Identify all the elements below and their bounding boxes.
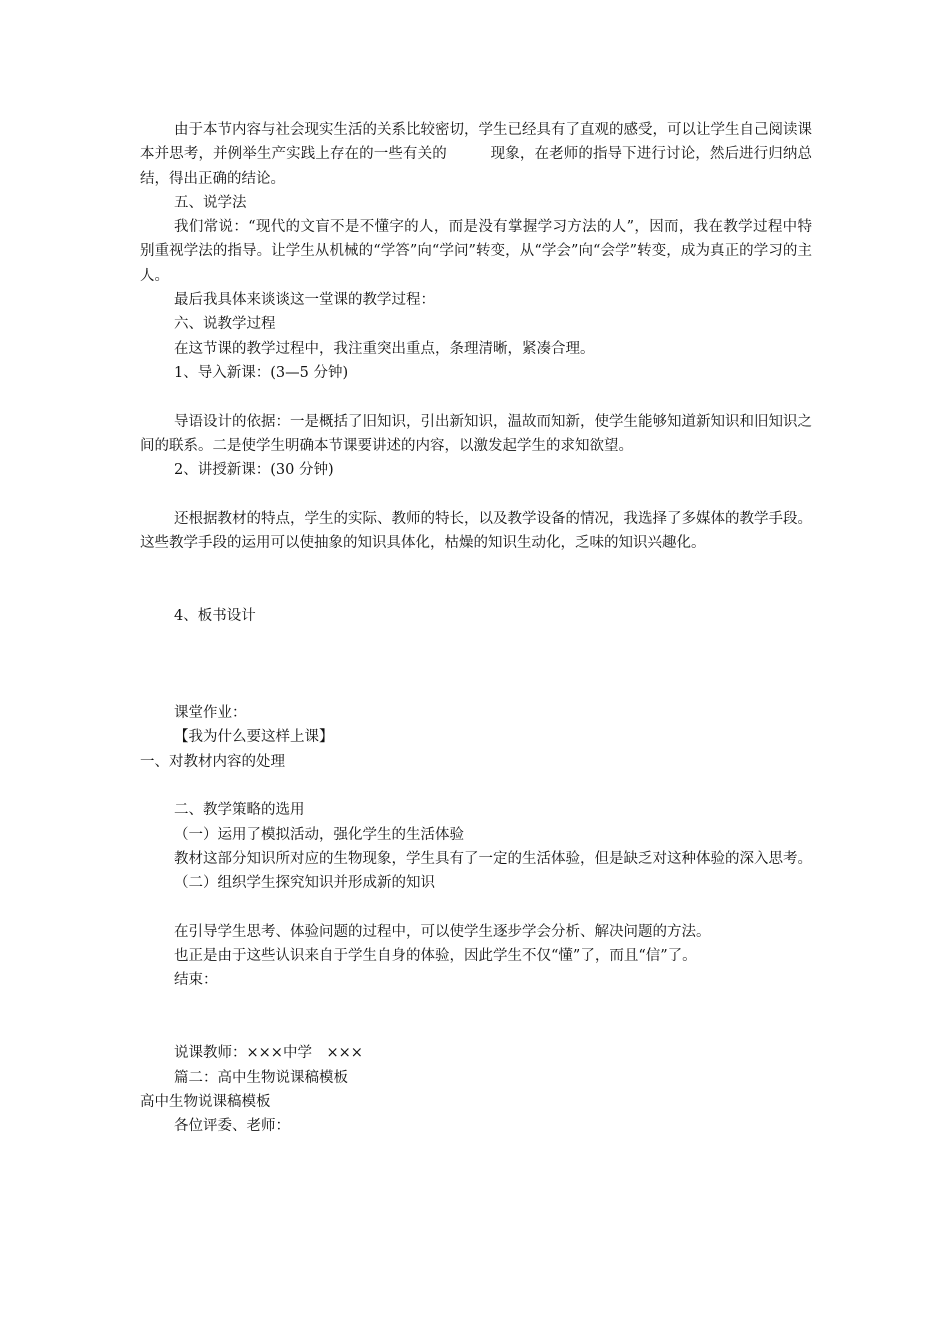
heading-textbook-handling: 一、对教材内容的处理 xyxy=(140,753,285,770)
step-introduction: 1、导入新课：(3—5 分钟) xyxy=(174,364,349,381)
paragraph-teaching-means: 还根据教材的特点，学生的实际、教师的特长，以及教学设备的情况，我选择了多媒体的教学手段。这些教学手段的运用可以使抽象的知识具体化，枯燥的知识生动化，乏味的知识兴趣化。 xyxy=(140,510,812,552)
document-page xyxy=(140,118,812,1138)
paragraph-guidance: 在引导学生思考、体验问题的过程中，可以使学生逐步学会分析、解决问题的方法。 xyxy=(174,923,711,940)
heading-learning-method: 五、说学法 xyxy=(174,194,247,211)
part-two-heading: 篇二：高中生物说课稿模板 xyxy=(174,1069,348,1086)
paragraph-introduction-basis: 导语设计的依据：一是概括了旧知识，引出新知识，温故而知新，使学生能够知道新知识和旧知识之间的联系。二是使学生明确本节课要讲述的内容，以激发起学生的求知欲望。 xyxy=(140,413,812,454)
heading-why: 【我为什么要这样上课】 xyxy=(174,729,334,746)
paragraph-content-analysis: 由于本节内容与社会现实生活的关系比较密切，学生已经具有了直观的感受，可以让学生自己阅读课本并思考，并例举生产实践上存在的一些有关的 现象，在老师的指导下进行讨论，然后进行归纳总结，得出正确的结论。 xyxy=(140,122,812,187)
subheading-inquiry: （二）组织学生探究知识并形成新的知识 xyxy=(174,875,435,892)
paragraph-learning-method: 我们常说：“现代的文盲不是不懂字的人，而是没有掌握学习方法的人”，因而，我在教学过程中特别重视学法的指导。让学生从机械的“学答”向“学问”转变，从“学会”向“会学”转变，成为真正的学习的主人。 xyxy=(140,219,812,284)
paragraph-process-summary: 在这节课的教学过程中，我注重突出重点，条理清晰，紧凑合理。 xyxy=(174,340,595,357)
paragraph-process-intro: 最后我具体来谈谈这一堂课的教学过程： xyxy=(174,292,435,309)
paragraph-life-experience: 教材这部分知识所对应的生物现象，学生具有了一定的生活体验，但是缺乏对这种体验的深入思考。 xyxy=(174,850,812,867)
subheading-simulation: （一）运用了模拟活动，强化学生的生活体验 xyxy=(174,826,464,843)
heading-teaching-process: 六、说教学过程 xyxy=(174,316,276,333)
step-board-design: 4、板书设计 xyxy=(174,607,256,624)
ending-label: 结束： xyxy=(174,972,218,989)
document-title: 高中生物说课稿模板 xyxy=(140,1093,271,1110)
step-new-lesson: 2、讲授新课：(30 分钟) xyxy=(174,462,334,479)
greeting: 各位评委、老师： xyxy=(174,1118,290,1135)
paragraph-belief: 也正是由于这些认识来自于学生自身的体验，因此学生不仅“懂”了，而且“信”了。 xyxy=(174,948,697,965)
teacher-signature: 说课教师：×××中学 ××× xyxy=(174,1045,363,1062)
heading-strategy: 二、教学策略的选用 xyxy=(174,802,305,819)
homework-label: 课堂作业： xyxy=(174,705,247,722)
